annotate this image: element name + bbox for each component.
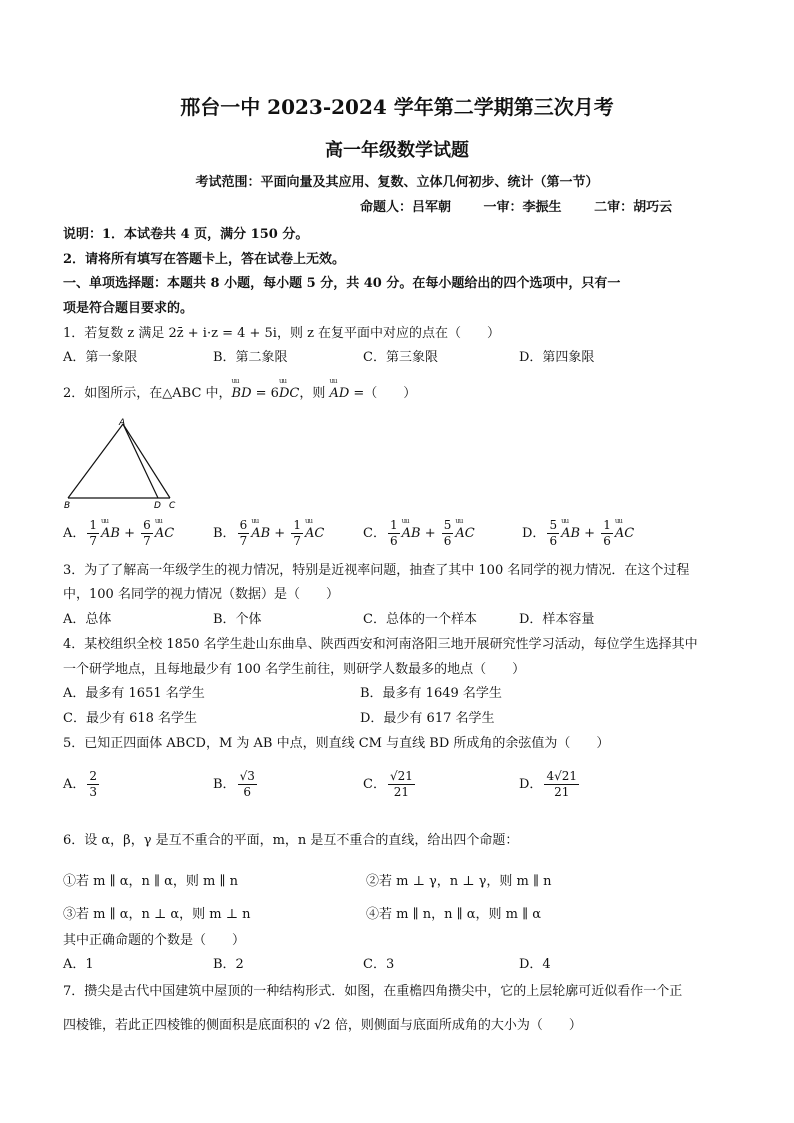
label-b: B (64, 501, 71, 511)
vector-dc: uu DC (279, 387, 299, 400)
q4-stem-line1: 4．某校组织全校 1850 名学生赴山东曲阜、陕西西安和河南洛阳三地开展研究性学习活动，每位学生选择其中 (63, 637, 698, 652)
q3-stem-line1: 3．为了了解高一年级学生的视力情况，特别是近视率问题，抽查了其中 100 名同学的视力情况．在这个过程 (63, 563, 690, 578)
q7-stem-line1: 7．攒尖是古代中国建筑中屋顶的一种结构形式．如图，在重檐四角攒尖中，它的上层轮廓可近似看作一个正 (63, 984, 683, 999)
q5-option-a: A． $\frac{2}{3}$ (63, 769, 98, 800)
q2-option-c: C． $\frac{1}{6}$ uu AB + $\frac{5}{6}$ uu AC (363, 519, 475, 548)
q6-prop-2: ②若 m ⊥ γ，n ⊥ γ，则 m ∥ n (366, 874, 552, 889)
q1-option-a: A．第一象限 (63, 350, 138, 365)
label-d: D (154, 501, 161, 511)
q2-option-a: A． $\frac{1}{7}$ uu AB + $\frac{6}{7}$ uu AC (63, 519, 174, 548)
note-2: 2．请将所有填写在答题卡上，答在试卷上无效。 (63, 252, 346, 267)
exam-scope: 考试范围：平面向量及其应用、复数、立体几何初步、统计（第一节） (195, 175, 599, 190)
q2-option-d: D． $\frac{5}{6}$ uu AB + $\frac{1}{6}$ uu AC (522, 519, 634, 548)
label-a: A (119, 418, 126, 428)
exam-title: 邢台一中 2023-2024 学年第二学期第三次月考 (180, 95, 614, 119)
q6-stem: 6．设 α，β，γ 是互不重合的平面，m，n 是互不重合的直线，给出四个命题： (63, 833, 519, 848)
q5-option-c: C． $\frac{√21}{21}$ (363, 769, 413, 800)
exam-subtitle: 高一年级数学试题 (325, 140, 469, 161)
q3-stem-line2: 中，100 名同学的视力情况（数据）是（ ） (63, 587, 339, 602)
q6-option-b: B．2 (213, 957, 244, 972)
q4-option-d: D．最少有 617 名学生 (360, 711, 495, 726)
segment-ad (123, 424, 158, 498)
q7-stem-line2: 四棱锥，若此正四棱锥的侧面积是底面积的 √2 倍，则侧面与底面所成角的大小为（ ） (63, 1018, 582, 1033)
q6-option-a: A．1 (63, 957, 94, 972)
q3-option-a: A．总体 (63, 612, 112, 627)
q4-option-a: A．最多有 1651 名学生 (63, 686, 205, 701)
q6-prop-3: ③若 m ∥ α，n ⊥ α，则 m ⊥ n (63, 907, 251, 922)
q4-option-b: B．最多有 1649 名学生 (360, 686, 502, 701)
label-c: C (169, 501, 176, 511)
q2-triangle-figure (60, 416, 185, 511)
vector-ad: uu AD (329, 387, 349, 400)
q1-option-c: C．第三象限 (363, 350, 438, 365)
author: 命题人：吕军朝 (360, 200, 452, 215)
q4-option-c: C．最少有 618 名学生 (63, 711, 198, 726)
q2-stem: 2．如图所示，在△ABC 中，uu BD = 6uu DC，则 uu AD =（ ） (63, 387, 416, 400)
q6-prop-4: ④若 m ∥ n，n ∥ α，则 m ∥ α (366, 907, 542, 922)
q6-prop-1: ①若 m ∥ α，n ∥ α，则 m ∥ n (63, 874, 239, 889)
side-ab (68, 424, 123, 498)
q3-option-d: D．样本容量 (519, 612, 595, 627)
q1-stem: 1．若复数 z 满足 2z̄ + i·z = 4 + 5i，则 z 在复平面中对应的点在（ ） (63, 326, 501, 341)
review-2: 二审：胡巧云 (594, 200, 673, 215)
q6-option-d: D．4 (519, 957, 551, 972)
vector-bd: uu BD (232, 387, 252, 400)
q4-stem-line2: 一个研学地点，且每地最少有 100 名学生前往，则研学人数最多的地点（ ） (63, 662, 526, 677)
note-1: 说明：1．本试卷共 4 页，满分 150 分。 (63, 227, 309, 242)
q5-stem: 5．已知正四面体 ABCD，M 为 AB 中点，则直线 CM 与直线 BD 所成角的余弦值为（ ） (63, 736, 610, 751)
q5-option-d: D． $\frac{4√21}{21}$ (519, 769, 577, 800)
q6-option-c: C．3 (363, 957, 395, 972)
exam-authors (360, 201, 700, 214)
q3-option-b: B．个体 (213, 612, 262, 627)
side-ac (123, 424, 170, 498)
q3-option-c: C．总体的一个样本 (363, 612, 477, 627)
q2-option-b: B． $\frac{6}{7}$ uu AB + $\frac{1}{7}$ uu AC (213, 519, 324, 548)
q1-option-d: D．第四象限 (519, 350, 595, 365)
review-1: 一审：李振生 (483, 200, 562, 215)
section-heading-line1: 一、单项选择题：本题共 8 小题，每小题 5 分，共 40 分。在每小题给出的四个选项中，只有一 (63, 276, 621, 291)
q1-option-b: B．第二象限 (213, 350, 288, 365)
q5-option-b: B． $\frac{√3}{6}$ (213, 769, 255, 800)
q6-question: 其中正确命题的个数是（ ） (63, 933, 246, 948)
section-heading-line2: 项是符合题目要求的。 (63, 301, 194, 316)
